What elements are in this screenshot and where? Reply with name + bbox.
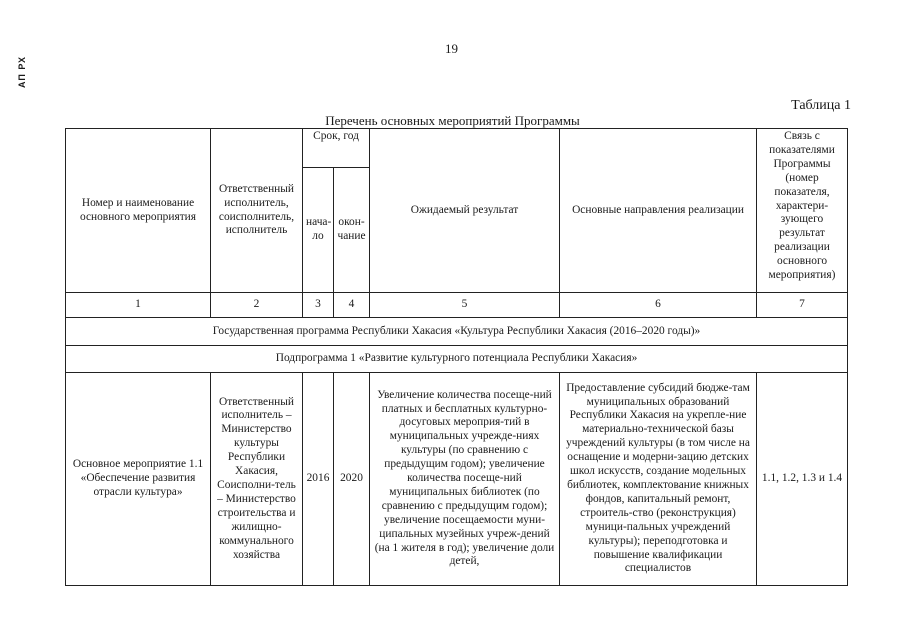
column-number: 4 xyxy=(334,293,370,318)
column-number: 1 xyxy=(66,293,211,318)
header-col1: Номер и наименование основного мероприятия xyxy=(66,129,211,293)
table-label: Таблица 1 xyxy=(791,98,851,113)
page-number: 19 xyxy=(445,41,458,56)
column-number-row xyxy=(66,293,848,318)
measures-table xyxy=(65,128,848,586)
subprogram-title: Подпрограмма 1 «Развитие культурного потенциала Республики Хакасия» xyxy=(66,346,848,373)
column-number: 2 xyxy=(211,293,303,318)
measure-executor: Ответственный исполнитель – Министерство культуры Республики Хакасия, Соисполни-тель – Министерство строительства и жилищно-коммунального хозяйства xyxy=(211,373,303,586)
measure-end: 2020 xyxy=(334,373,370,586)
header-term: Срок, год xyxy=(303,129,370,168)
program-title: Государственная программа Республики Хакасия «Культура Республики Хакасия (2016–2020 годы)» xyxy=(66,318,848,346)
column-number: 5 xyxy=(370,293,560,318)
header-col6: Основные направления реализации xyxy=(560,129,757,293)
measure-indicators: 1.1, 1.2, 1.3 и 1.4 xyxy=(757,373,848,586)
table-title: Перечень основных мероприятий Программы xyxy=(325,113,580,128)
subprogram-row xyxy=(66,346,848,373)
header-col5: Ожидаемый результат xyxy=(370,129,560,293)
measure-result: Увеличение количества посеще-ний платных и бесплатных культурно-досуговых мероприя-тий в муниципальных учрежде-ниях культуры (по сравнению с предыдущим годом); увеличение количества посеще-ний муниципальных библиотек (по сравнению с предыдущим годом); увеличение посещаемости муни-ципальных музейных учреж-дений (на 1 жителя в год); увеличение доли детей, xyxy=(370,373,560,586)
measure-start: 2016 xyxy=(303,373,334,586)
header-start: нача-ло xyxy=(303,168,334,293)
measure-name: Основное мероприятие 1.1 «Обеспечение развития отрасли культура» xyxy=(66,373,211,586)
header-row-1 xyxy=(66,129,848,168)
header-end: окон-чание xyxy=(334,168,370,293)
header-col2: Ответственный исполнитель, соисполнитель, исполнитель xyxy=(211,129,303,293)
header-col7: Связь с показателями Программы (номер показателя, характери-зующего результат реализации основного мероприятия) xyxy=(757,129,848,293)
column-number: 7 xyxy=(757,293,848,318)
column-number: 3 xyxy=(303,293,334,318)
program-row xyxy=(66,318,848,346)
measure-directions: Предоставление субсидий бюдже-там муниципальных образований Республики Хакасия на укрепле-ние материально-технической базы учреждений культуры (в том числе на оснащение и модерни-зацию детских школ искусств, создание модельных библиотек, комплектование книжных фондов, капитальный ремонт, строитель-ство (реконструкция) муници-пальных учреждений культуры); переподготовка и повышение квалификации специалистов xyxy=(560,373,757,586)
table-row xyxy=(66,373,848,586)
column-number: 6 xyxy=(560,293,757,318)
side-mark: АП РХ xyxy=(17,56,27,89)
